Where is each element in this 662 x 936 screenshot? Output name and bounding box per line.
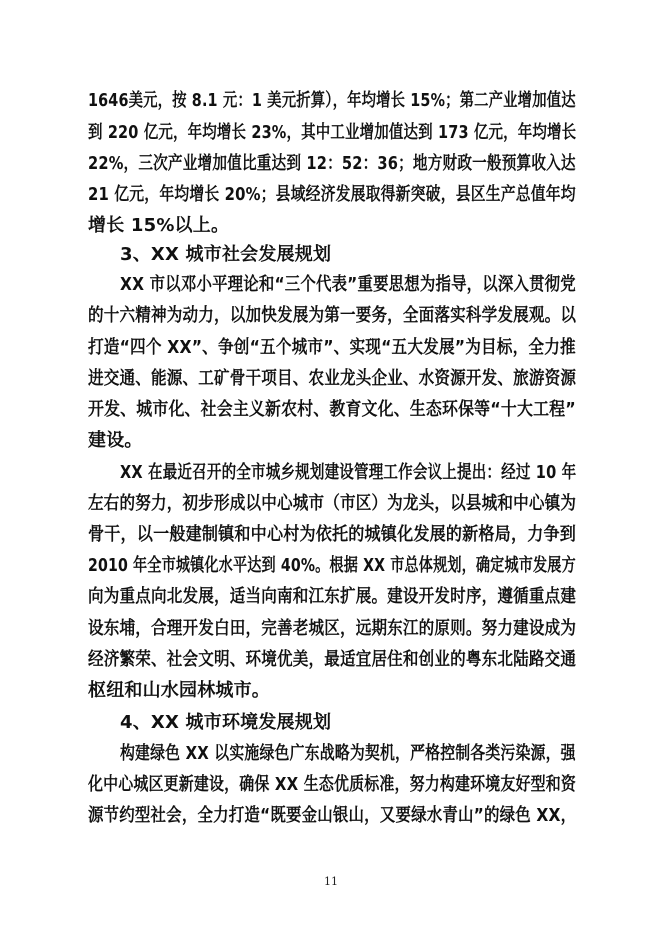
text-line: 打造“四个 XX”、争创“五个城市”、实现“五大发展”为目标，全力推 [88,337,576,358]
paragraph-first-line: XX 市以邓小平理论和“三个代表”重要思想为指导，以深入贯彻党 [120,274,576,295]
text-line: 经济繁荣、社会文明、环境优美，最适宜居住和创业的粤东北陆路交通 [88,649,577,670]
text-line: 开发、城市化、社会主义新农村、教育文化、生态环保等“十大工程” [88,399,576,420]
text-line: 到 220 亿元，年均增长 23%，其中工业增加值达到 173 亿元，年均增长 [88,122,577,143]
text-line: 向为重点向北发展，适当向南和江东扩展。建设开发时序，遵循重点建 [88,586,577,607]
text-line: 左右的努力，初步形成以中心城市（市区）为龙头，以县城和中心镇为 [88,493,577,514]
paragraph-first-line: XX 在最近召开的全市城乡规划建设管理工作会议上提出：经过 10 年 [120,462,577,483]
text-line: 增长 15%以上。 [88,215,230,236]
section-heading: 3、XX 城市社会发展规划 [120,244,332,265]
section-heading: 4、XX 城市环境发展规划 [120,712,332,733]
text-line: 设东埔，合理开发白田，完善老城区，远期东江的原则。努力建设成为 [88,618,577,639]
text-line: 的十六精神为动力，以加快发展为第一要务，全面落实科学发展观。以 [88,305,577,326]
text-line: 1646美元，按 8.1 元：1 美元折算），年均增长 15%；第二产业增加值达 [88,90,576,111]
text-line: 骨干，以一般建制镇和中心村为依托的城镇化发展的新格局，力争到 [88,524,577,545]
text-line: 21 亿元，年均增长 20%；县域经济发展取得新突破，县区生产总值年均 [88,184,576,205]
text-line: 22%，三次产业增加值比重达到 12：52：36；地方财政一般预算收入达 [88,153,576,174]
text-line: 2010 年全市城镇化水平达到 40%。根据 XX 市总体规划，确定城市发展方 [88,555,576,576]
text-line: 进交通、能源、工矿骨干项目、农业龙头企业、水资源开发、旅游资源 [88,368,577,389]
page-number: 11 [324,875,338,888]
text-line: 源节约型社会，全力打造“既要金山银山，又要绿水青山”的绿色 XX， [88,805,577,826]
text-line: 枢纽和山水园林城市。 [88,680,270,701]
text-line: 建设。 [88,430,143,451]
text-line: 化中心城区更新建设，确保 XX 生态优质标准，努力构建环境友好型和资 [88,774,577,795]
paragraph-first-line: 构建绿色 XX 以实施绿色广东战略为契机，严格控制各类污染源，强 [120,743,576,764]
